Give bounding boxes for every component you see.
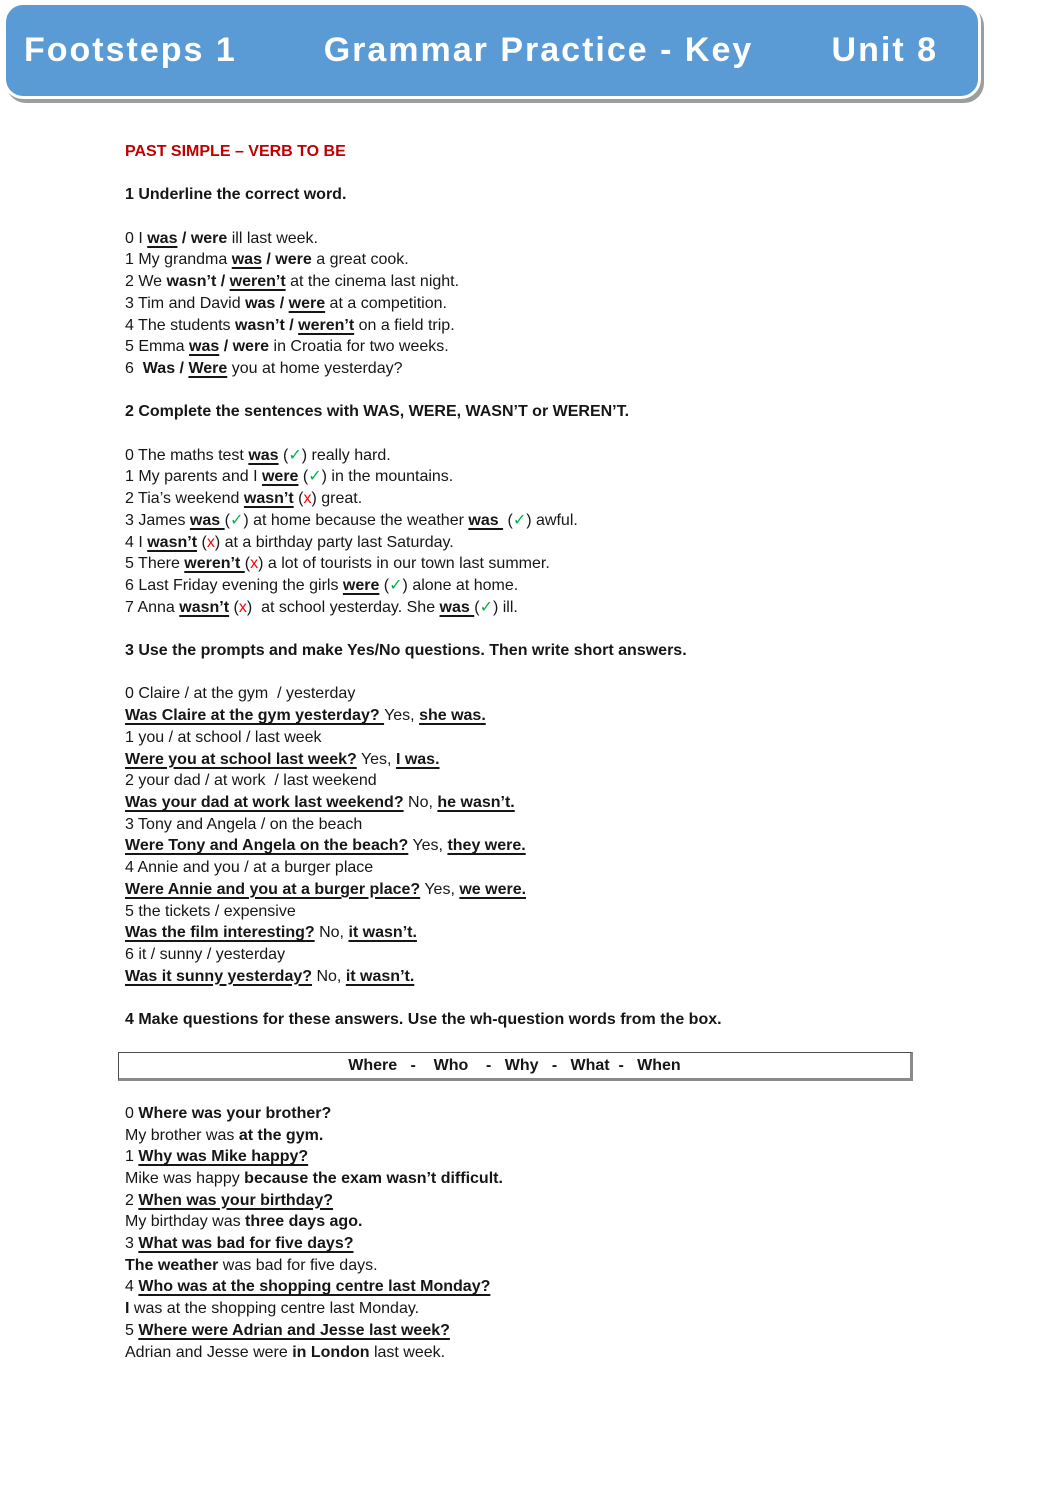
text-segment: in Croatia for two weeks. (269, 338, 449, 356)
text-line (125, 683, 937, 705)
text-line (125, 553, 937, 575)
text-line (125, 1342, 937, 1364)
text-segment: 0 The maths test (125, 446, 249, 464)
text-segment: 4 The students (125, 316, 235, 334)
text-segment: Was / (142, 360, 189, 377)
text-segment: ) at a birthday party last Saturday. (214, 533, 454, 551)
text-segment: ill last week. (227, 229, 318, 247)
text-line (125, 510, 937, 532)
text-line (125, 271, 937, 293)
text-segment: Where was your brother? (138, 1104, 332, 1122)
text-line (125, 1103, 937, 1125)
text-segment: PAST SIMPLE – VERB TO BE (125, 143, 346, 160)
text-segment: was (468, 511, 504, 529)
text-segment: was (439, 598, 475, 616)
text-segment: ) awful. (526, 511, 578, 529)
text-segment: you at home yesterday? (227, 360, 403, 377)
text-segment: Yes, (384, 707, 420, 725)
text-line (125, 401, 937, 423)
text-line (125, 445, 937, 467)
text-segment: ( (503, 511, 513, 529)
text-line (125, 1125, 937, 1147)
text-segment: was (147, 229, 178, 247)
text-segment: was at the shopping centre last Monday. (129, 1300, 420, 1318)
text-line (125, 727, 937, 749)
text-segment: ( (224, 511, 230, 529)
text-segment: ( (379, 577, 390, 594)
text-segment: ( (197, 533, 207, 551)
book-title: Footsteps 1 (24, 31, 237, 69)
text-segment: weren’t (184, 555, 245, 573)
text-segment: was (189, 338, 220, 356)
text-line (125, 857, 937, 879)
text-segment: ( (278, 446, 289, 464)
text-segment: Who was at the shopping centre last Monday? (138, 1278, 491, 1296)
blank-line (125, 618, 937, 640)
text-segment: No, (314, 924, 349, 942)
text-line (125, 1320, 937, 1342)
text-segment: 1 you / at school / last week (125, 728, 322, 746)
check-mark: ✓ (308, 468, 322, 486)
text-line (125, 1146, 937, 1168)
text-line (125, 466, 937, 488)
text-segment: Yes, (356, 750, 396, 768)
text-segment: she was. (419, 707, 486, 725)
text-segment: 2 We (125, 273, 167, 291)
text-segment: 3 Tim and David (125, 294, 246, 312)
text-line (125, 141, 937, 163)
text-segment: on a field trip. (354, 316, 455, 334)
text-segment: wasn’t (243, 490, 294, 508)
check-mark: ✓ (512, 511, 527, 529)
text-line (125, 901, 937, 923)
text-segment: was (248, 446, 279, 464)
text-segment: we were. (459, 880, 527, 898)
blank-line (125, 662, 937, 684)
text-segment: ( (298, 468, 309, 486)
text-segment: was (231, 251, 262, 269)
text-line (125, 749, 937, 771)
text-line (125, 879, 937, 901)
text-segment: was (189, 511, 225, 529)
check-mark: ✓ (389, 577, 403, 594)
text-segment: 0 I (125, 229, 148, 247)
text-line (125, 249, 937, 271)
text-segment: 3 Use the prompts and make Yes/No questions. Then write short answers. (125, 642, 687, 660)
text-segment: ( (474, 598, 480, 616)
text-segment: weren’t (298, 316, 355, 334)
text-segment: in London (292, 1343, 370, 1361)
text-segment: 1 My parents and I (125, 468, 262, 486)
cross-mark: x (206, 533, 215, 551)
text-segment: 3 James (125, 511, 190, 529)
text-segment: ) really hard. (301, 446, 391, 464)
text-segment: three days ago. (245, 1213, 363, 1231)
text-segment: ) at home because the weather (243, 511, 469, 529)
text-segment: Mike was happy (125, 1169, 245, 1187)
text-segment: I was. (395, 750, 440, 768)
cross-mark: x (303, 490, 312, 508)
text-line (125, 488, 937, 510)
text-line (125, 293, 937, 315)
text-segment: Was your dad at work last weekend? (125, 794, 404, 811)
text-line (125, 835, 937, 857)
text-segment: 1 My grandma (125, 251, 232, 269)
text-segment: 2 Complete the sentences with WAS, WERE, WASN’T or WEREN’T. (125, 403, 630, 421)
text-segment: at the cinema last night. (285, 273, 460, 291)
text-segment: they were. (447, 837, 526, 855)
text-segment: 6 (125, 360, 143, 377)
text-segment: 2 your dad / at work / last weekend (125, 772, 377, 790)
cross-mark: x (250, 555, 259, 573)
text-segment: it wasn’t. (348, 924, 417, 942)
text-segment: last week. (369, 1343, 446, 1361)
text-segment: ( (244, 555, 251, 573)
text-segment: 0 Claire / at the gym / yesterday (125, 685, 356, 703)
text-line (125, 315, 937, 337)
text-segment: / were (219, 338, 270, 356)
unit-label: Unit 8 (831, 31, 938, 69)
text-segment: was / (245, 294, 289, 312)
text-segment: My birthday was (125, 1213, 246, 1231)
text-line (125, 1276, 937, 1298)
text-segment: wasn’t / (235, 316, 299, 334)
text-segment: What was bad for five days? (138, 1235, 354, 1253)
text-segment: 4 I (125, 533, 148, 551)
text-segment: Was it sunny yesterday? (125, 967, 313, 985)
text-segment: Were Tony and Angela on the beach? (125, 837, 409, 855)
text-segment: 3 (125, 1235, 139, 1253)
text-segment: at a competition. (325, 294, 447, 312)
text-segment: at the gym. (238, 1126, 324, 1144)
header-banner (3, 2, 981, 99)
text-segment: wasn’t (147, 533, 198, 551)
text-segment: No, (403, 794, 438, 811)
text-segment: wasn’t (179, 598, 230, 616)
text-segment: 4 (125, 1278, 139, 1296)
text-segment: The weather (125, 1256, 219, 1274)
text-segment: he wasn’t. (437, 794, 515, 811)
text-line (125, 922, 937, 944)
blank-line (125, 423, 937, 445)
blank-line (125, 1081, 937, 1103)
text-line (125, 1168, 937, 1190)
text-segment: 1 (125, 1148, 139, 1166)
blank-line (125, 380, 937, 402)
text-line (125, 1255, 937, 1277)
text-segment: / were (261, 251, 312, 269)
text-segment: Adrian and Jesse were (125, 1343, 293, 1361)
text-line (125, 1009, 937, 1031)
text-line (125, 1233, 937, 1255)
text-line (125, 184, 937, 206)
check-mark: ✓ (229, 511, 244, 529)
text-line (125, 1211, 937, 1233)
blank-line (125, 163, 937, 185)
text-segment: 1 Underline the correct word. (125, 186, 347, 204)
blank-line (125, 1031, 937, 1053)
text-segment: 6 it / sunny / yesterday (125, 945, 286, 963)
text-segment: 5 Emma (125, 338, 190, 356)
text-segment: ( (229, 598, 239, 616)
text-segment: ) alone at home. (402, 577, 519, 594)
check-mark: ✓ (288, 446, 302, 464)
text-segment: were (261, 468, 299, 486)
text-segment: 2 (125, 1191, 139, 1209)
text-segment: 4 Annie and you / at a burger place (125, 859, 374, 877)
text-segment: 5 There (125, 555, 185, 573)
text-segment: 3 Tony and Angela / on the beach (125, 815, 363, 833)
text-line (125, 1298, 937, 1320)
text-line (125, 228, 937, 250)
text-segment: When was your birthday? (138, 1191, 334, 1209)
text-line (125, 705, 937, 727)
text-segment: I (125, 1300, 130, 1318)
text-segment: / were (177, 229, 228, 247)
text-line (125, 336, 937, 358)
text-line (125, 770, 937, 792)
text-segment: 0 (125, 1104, 139, 1122)
text-segment: Were Annie and you at a burger place? (125, 880, 421, 898)
text-segment: 5 (125, 1321, 139, 1339)
text-segment: ) in the mountains. (321, 468, 454, 486)
text-line (125, 597, 937, 619)
text-segment: Where were Adrian and Jesse last week? (138, 1321, 450, 1339)
text-segment: it wasn’t. (345, 967, 415, 985)
text-segment: 4 Make questions for these answers. Use the wh-question words from the box. (125, 1011, 722, 1029)
text-segment: ) at school yesterday. She (246, 598, 440, 616)
word-box: Where - Who - Why - What - When (118, 1052, 913, 1081)
text-segment: Why was Mike happy? (138, 1148, 309, 1166)
text-segment: My brother was (125, 1126, 239, 1144)
text-line (125, 1190, 937, 1212)
text-segment: ( (293, 490, 304, 508)
blank-line (125, 206, 937, 228)
text-line (125, 575, 937, 597)
text-line (125, 792, 937, 814)
text-segment: 6 Last Friday evening the girls (125, 577, 343, 594)
text-segment: ) great. (311, 490, 363, 508)
blank-line (125, 987, 937, 1009)
text-segment: 7 Anna (125, 598, 180, 616)
text-segment: were (288, 294, 326, 312)
text-line (125, 814, 937, 836)
text-line (125, 966, 937, 988)
text-segment: weren’t (229, 273, 286, 291)
check-mark: ✓ (479, 598, 493, 616)
text-line (125, 944, 937, 966)
text-segment: Was Claire at the gym yesterday? (125, 707, 385, 725)
text-segment: Was the film interesting? (125, 924, 315, 942)
text-segment: 2 Tia’s weekend (125, 490, 244, 508)
text-segment: because the exam wasn’t difficult. (244, 1169, 503, 1187)
text-segment: ) a lot of tourists in our town last summer. (258, 555, 550, 573)
text-segment: Were (188, 360, 228, 377)
text-segment: Yes, (408, 837, 448, 855)
text-segment: No, (312, 967, 346, 985)
text-segment: wasn’t / (166, 273, 230, 291)
text-segment: was bad for five days. (218, 1256, 378, 1274)
text-segment: Were you at school last week? (125, 750, 357, 768)
text-segment: ) ill. (492, 598, 518, 616)
text-line (125, 640, 937, 662)
text-line (125, 358, 937, 380)
text-segment: were (342, 577, 380, 594)
text-segment: 5 the tickets / expensive (125, 902, 296, 920)
text-segment: Yes, (420, 880, 460, 898)
document-title: Grammar Practice - Key (323, 31, 754, 69)
text-segment: a great cook. (311, 251, 409, 269)
cross-mark: x (238, 598, 247, 616)
document-body (125, 141, 937, 1363)
text-line (125, 532, 937, 554)
